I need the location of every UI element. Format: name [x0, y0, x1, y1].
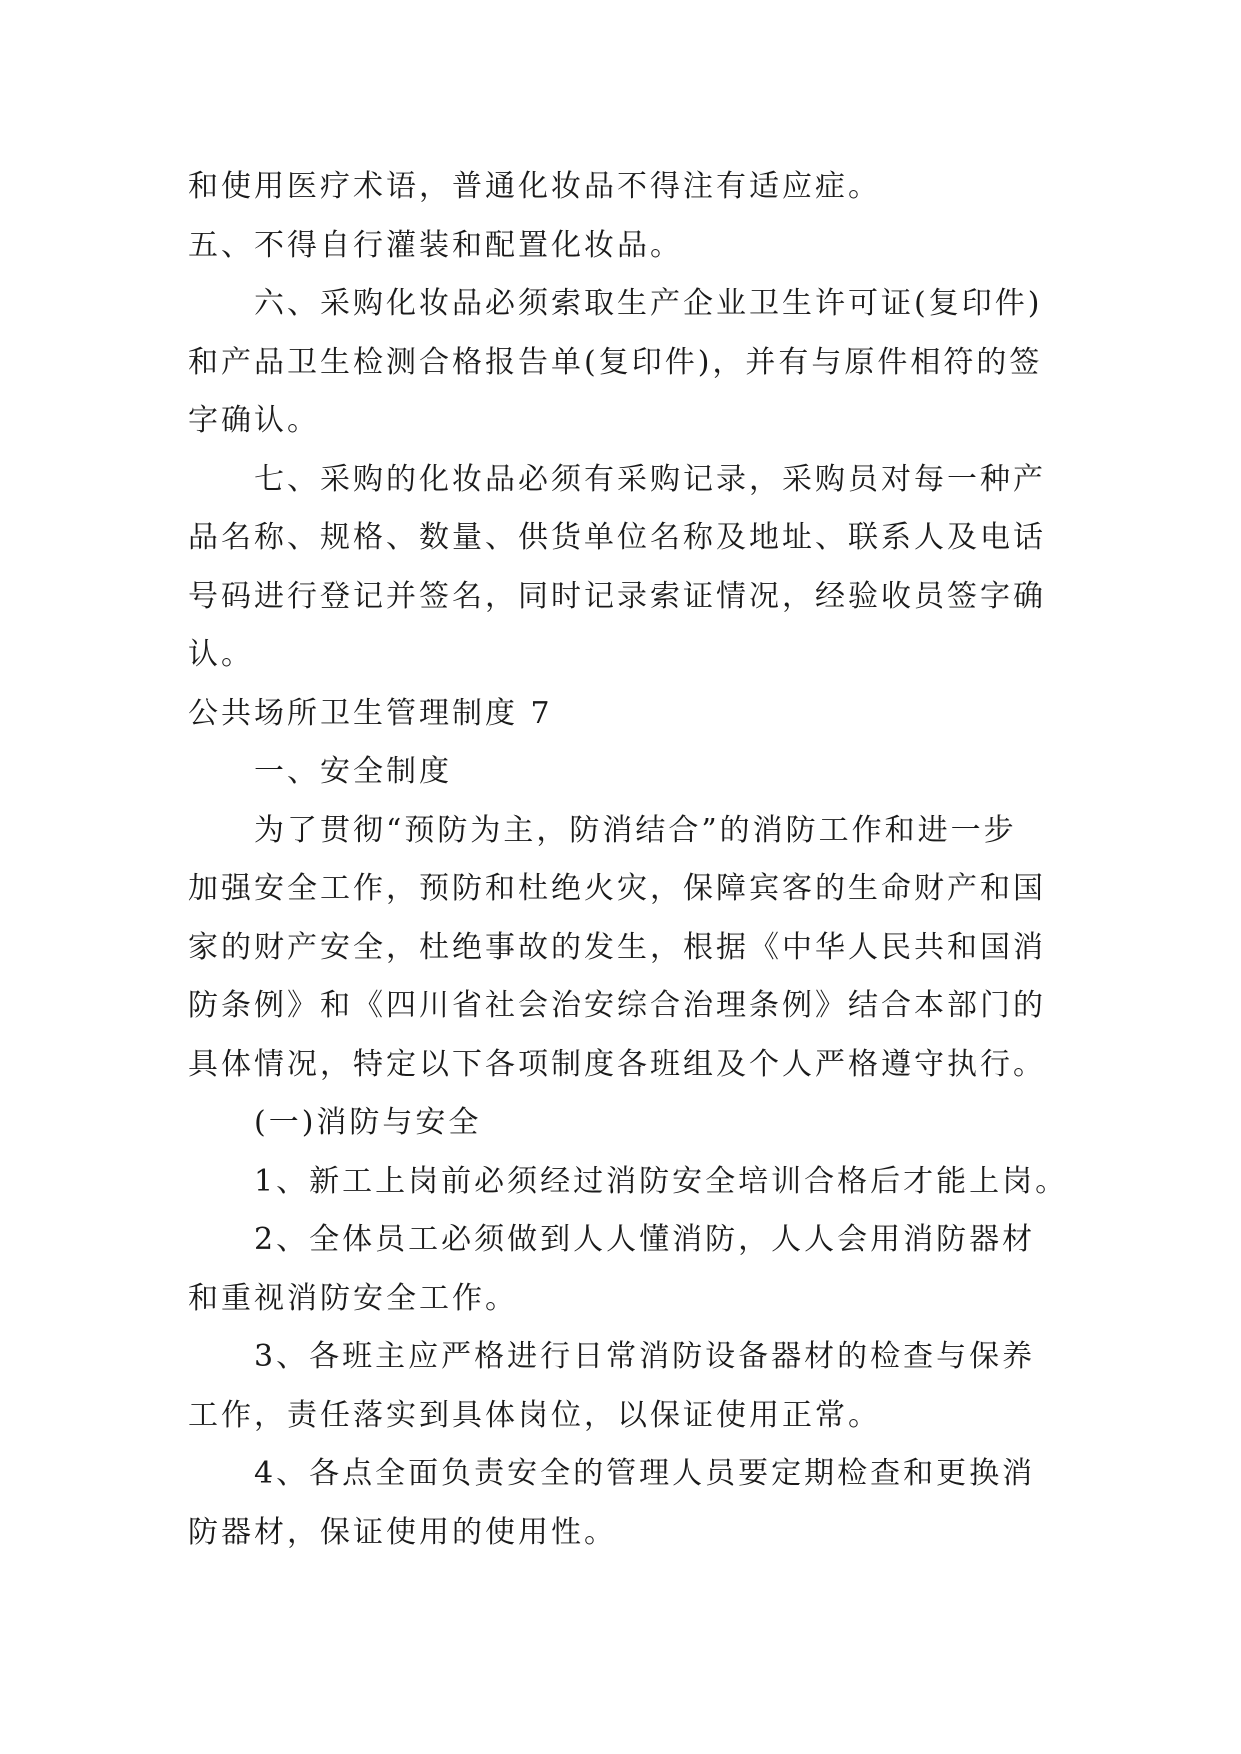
section-heading: 公共场所卫生管理制度 7 — [188, 695, 553, 731]
text-line: 防条例》和《四川省社会治安综合治理条例》结合本部门的 — [188, 988, 1046, 1023]
text-line: 五、不得自行灌装和配置化妆品。 — [188, 227, 683, 263]
text-line: 六、采购化妆品必须索取生产企业卫生许可证(复印件) — [254, 286, 1043, 321]
text-line: 和重视消防安全工作。 — [188, 1280, 518, 1316]
subsection-heading: (一)消防与安全 — [254, 1105, 482, 1140]
text-line: 号码进行登记并签名，同时记录索证情况，经验收员签字确 — [188, 578, 1046, 614]
list-item: 3、各班主应严格进行日常消防设备器材的检查与保养 — [254, 1339, 1036, 1374]
subsection-heading: 一、安全制度 — [254, 754, 452, 789]
list-item: 2、全体员工必须做到人人懂消防，人人会用消防器材 — [254, 1222, 1036, 1257]
text-line: 和产品卫生检测合格报告单(复印件)，并有与原件相符的签 — [188, 344, 1043, 380]
text-line: 为了贯彻“预防为主，防消结合”的消防工作和进一步 — [254, 812, 1017, 848]
text-line: 七、采购的化妆品必须有采购记录，采购员对每一种产 — [254, 461, 1046, 497]
text-line: 和使用医疗术语，普通化妆品不得注有适应症。 — [188, 169, 881, 204]
text-line: 防器材，保证使用的使用性。 — [188, 1514, 617, 1550]
text-line: 品名称、规格、数量、供货单位名称及地址、联系人及电话 — [188, 520, 1046, 555]
document-body — [188, 158, 1068, 1562]
text-line: 认。 — [188, 637, 254, 672]
text-line: 工作，责任落实到具体岗位，以保证使用正常。 — [188, 1397, 881, 1433]
text-line: 字确认。 — [188, 403, 320, 438]
text-line: 加强安全工作，预防和杜绝火灾，保障宾客的生命财产和国 — [188, 871, 1046, 906]
list-item: 4、各点全面负责安全的管理人员要定期检查和更换消 — [254, 1456, 1036, 1491]
list-item: 1、新工上岗前必须经过消防安全培训合格后才能上岗。 — [254, 1163, 1069, 1199]
text-line: 具体情况，特定以下各项制度各班组及个人严格遵守执行。 — [188, 1046, 1046, 1082]
text-line: 家的财产安全，杜绝事故的发生，根据《中华人民共和国消 — [188, 929, 1046, 965]
